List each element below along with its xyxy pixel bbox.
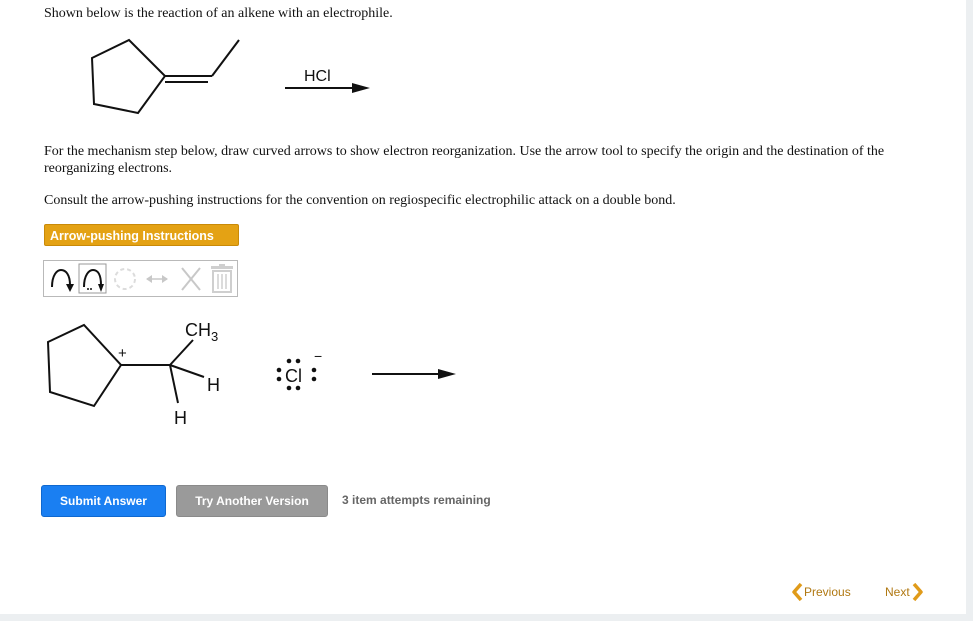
previous-label: Previous [804, 585, 851, 599]
half-arrow-tool-icon[interactable] [78, 263, 108, 294]
lone-pair-dot [287, 386, 292, 391]
lone-pair-dot [277, 368, 282, 373]
chloride-symbol: Cl [285, 366, 302, 386]
carbocation-cyclopentane-ring [48, 325, 121, 406]
consult-text: Consult the arrow-pushing instructions for the convention on regiospecific electrophilic attack on a double bond. [44, 193, 676, 208]
methyl-label [185, 320, 218, 344]
hydrogen-bottom: H [174, 408, 187, 428]
lone-pair-dot [312, 368, 317, 373]
lone-pair-dot [287, 359, 292, 364]
methyl-ch: CH [185, 320, 211, 340]
alkene-cyclopentane-ring [92, 40, 165, 113]
lone-pair-dot [312, 377, 317, 382]
carbocation-charge: + [118, 345, 127, 362]
instructions-text: For the mechanism step below, draw curved arrows to show electron reorganization. Use the arrow tool to specify the origin and the destination of the reorganizing electrons. [44, 144, 885, 176]
next-label: Next [885, 585, 910, 599]
resonance-arrow-tool-icon[interactable] [142, 263, 172, 294]
methyl-bond [170, 340, 193, 365]
mechanism-step [0, 300, 973, 440]
page-frame-bottom [0, 614, 973, 621]
delete-tool-icon[interactable] [176, 263, 206, 294]
arrow-toolbar [43, 260, 238, 297]
chevron-left-icon [791, 582, 803, 602]
lone-pair-dot [296, 359, 301, 364]
full-arrow-tool-icon[interactable] [47, 263, 77, 294]
chloride-ion[interactable] [277, 348, 322, 390]
hydrogen-bond-right [170, 365, 204, 377]
reaction-arrow-head [352, 83, 370, 93]
reaction-scheme [0, 0, 973, 140]
electron-pair-tool-icon[interactable] [110, 263, 140, 294]
hydrogen-right: H [207, 375, 220, 395]
hydrogen-bond-bottom [170, 365, 178, 403]
arrow-pushing-instructions-button[interactable]: Arrow-pushing Instructions [44, 224, 239, 246]
lone-pair-dot [277, 377, 282, 382]
previous-link[interactable] [791, 582, 853, 602]
trash-icon[interactable] [207, 263, 237, 294]
try-another-version-button[interactable]: Try Another Version [176, 485, 328, 517]
lone-pair-dot [296, 386, 301, 391]
alkene-methyl-bond [212, 40, 239, 76]
submit-answer-button[interactable]: Submit Answer [41, 485, 166, 517]
chloride-charge: − [314, 348, 323, 364]
next-link[interactable] [885, 582, 925, 602]
methyl-subscript: 3 [211, 329, 219, 344]
intro-text: Shown below is the reaction of an alkene with an electrophile. [44, 6, 393, 21]
chevron-right-icon [912, 582, 924, 602]
attempts-remaining-text: 3 item attempts remaining [342, 493, 491, 507]
mechanism-arrow-head [438, 369, 456, 379]
reagent-label: HCl [304, 68, 331, 85]
